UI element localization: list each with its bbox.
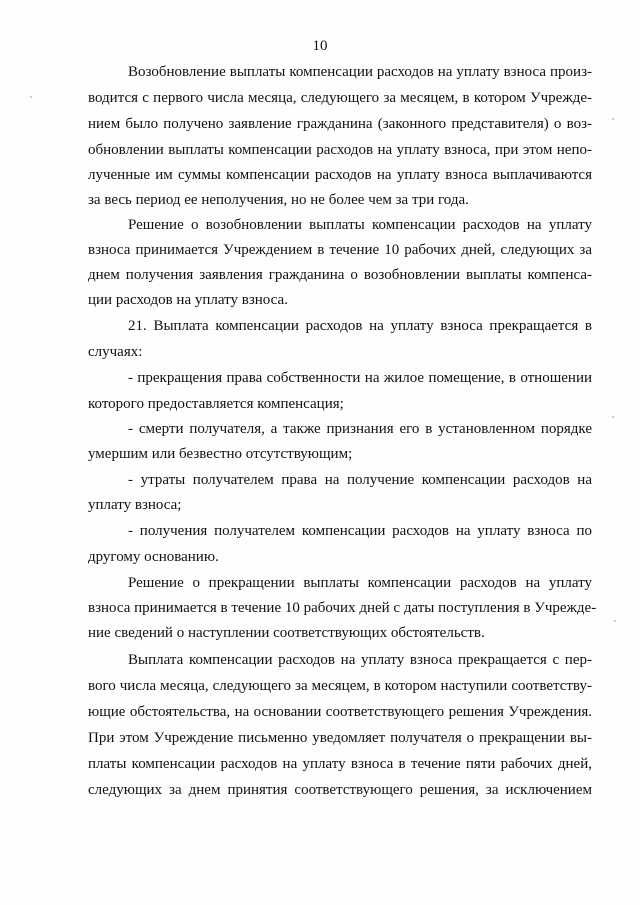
- text-line: умершим или безвестно отсутствующим;: [88, 446, 353, 462]
- text-line: платы компенсации расходов на уплату взноса в течение пяти рабочих дней,: [88, 756, 592, 772]
- text-line: нием было получено заявление гражданина (законного представителя) о воз-: [88, 116, 592, 132]
- text-line: другому основанию.: [88, 549, 219, 565]
- text-line: Решение о прекращении выплаты компенсации расходов на уплату: [128, 575, 592, 591]
- text-line: - смерти получателя, а также признания его в установленном порядке: [128, 421, 592, 437]
- text-line: ции расходов на уплату взноса.: [88, 292, 288, 308]
- text-line: лученные им суммы компенсации расходов на уплату взноса выплачиваются: [88, 167, 592, 183]
- text-line: случаях:: [88, 344, 143, 360]
- text-line: - прекращения права собственности на жилое помещение, в отношении: [128, 370, 592, 386]
- text-line: водится с первого числа месяца, следующего за месяцем, в котором Учрежде-: [88, 90, 592, 106]
- scan-speck: [30, 96, 32, 98]
- text-line: Решение о возобновлении выплаты компенсации расходов на уплату: [128, 217, 592, 233]
- text-line: взноса принимается в течение 10 рабочих дней с даты поступления в Учрежде-: [88, 600, 597, 616]
- text-line: ние сведений о наступлении соответствующих обстоятельств.: [88, 625, 485, 641]
- scan-speck: [614, 620, 616, 622]
- scan-speck: [612, 118, 614, 120]
- text-line: которого предоставляется компенсация;: [88, 396, 344, 412]
- text-line: взноса принимается Учреждением в течение 10 рабочих дней, следующих за: [88, 242, 592, 258]
- text-line: обновлении выплаты компенсации расходов на уплату взноса, при этом непо-: [88, 142, 592, 158]
- text-line: следующих за днем принятия соответствующего решения, за исключением: [88, 782, 592, 798]
- text-line: - утраты получателем права на получение компенсации расходов на: [128, 472, 592, 488]
- text-line: Выплата компенсации расходов на уплату взноса прекращается с пер-: [128, 652, 592, 668]
- text-line: за весь период ее неполучения, но не более чем за три года.: [88, 192, 469, 208]
- text-line: днем получения заявления гражданина о возобновлении выплаты компенса-: [88, 267, 592, 283]
- text-line: вого числа месяца, следующего за месяцем, в котором наступили соответству-: [88, 678, 592, 694]
- text-line: - получения получателем компенсации расходов на уплату взноса по: [128, 523, 592, 539]
- text-line: Возобновление выплаты компенсации расходов на уплату взноса произ-: [128, 64, 592, 80]
- text-line: уплату взноса;: [88, 497, 182, 513]
- page-number: 10: [312, 38, 328, 54]
- text-line: При этом Учреждение письменно уведомляет получателя о прекращении вы-: [88, 730, 592, 746]
- text-line: ющие обстоятельства, на основании соответствующего решения Учреждения.: [88, 704, 592, 720]
- scan-speck: [612, 416, 614, 418]
- text-line: 21. Выплата компенсации расходов на уплату взноса прекращается в: [128, 318, 592, 334]
